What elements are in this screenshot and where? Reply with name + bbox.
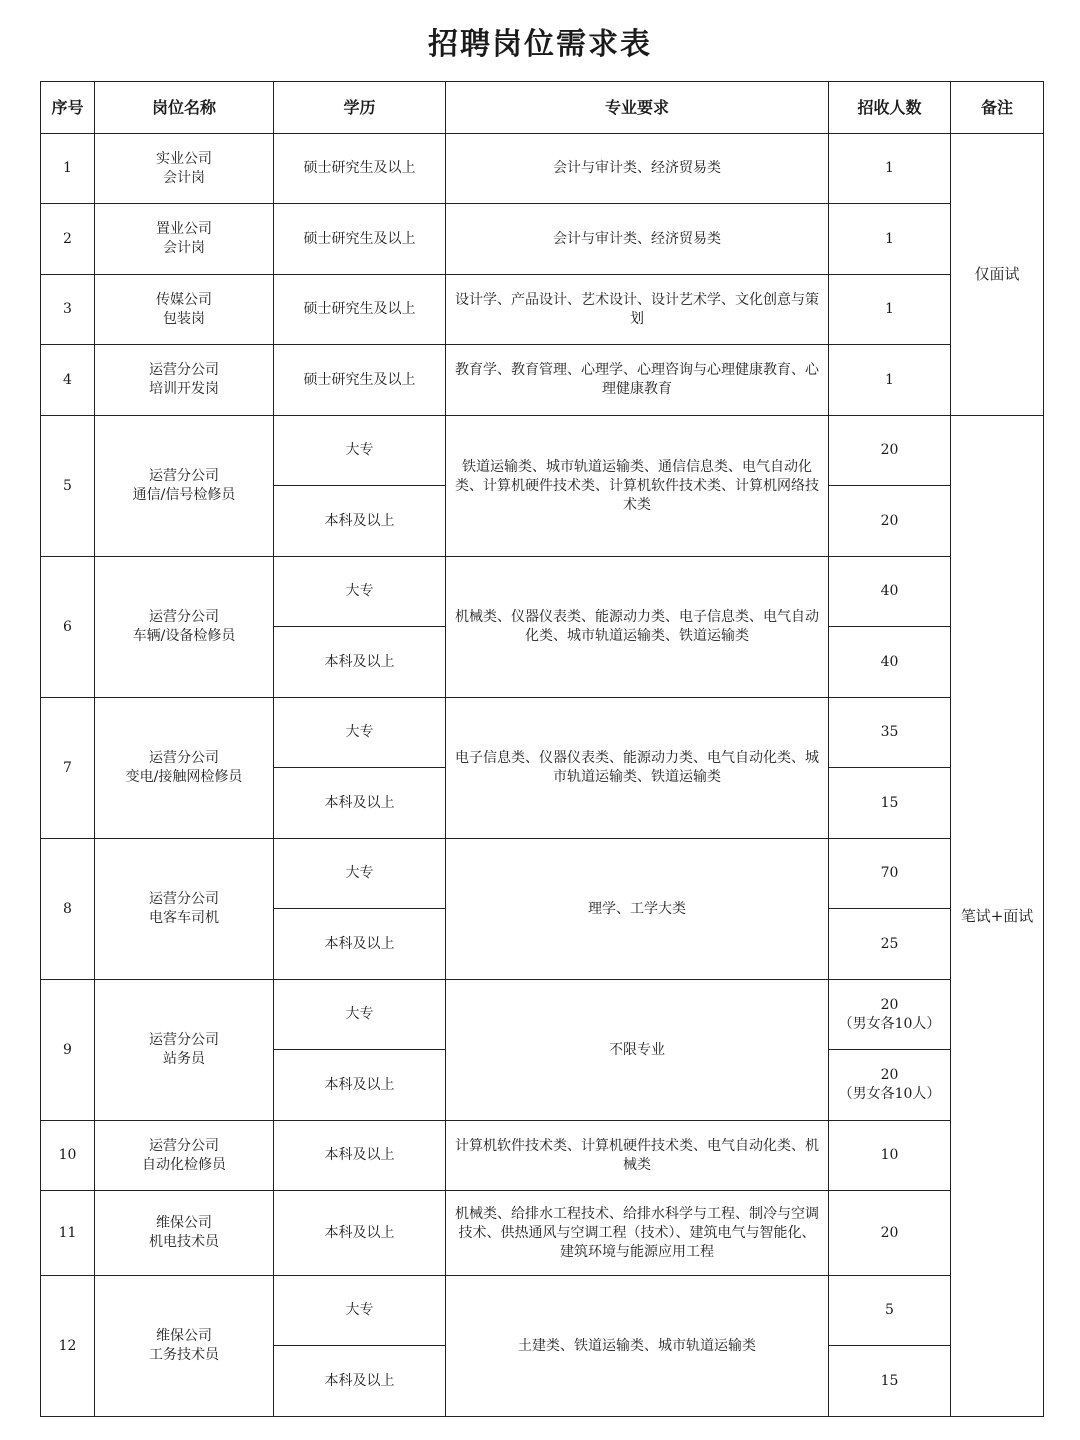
row-count: 1 [829, 134, 951, 204]
header-count: 招收人数 [829, 82, 951, 134]
row-count: 5 [829, 1276, 951, 1346]
row-count: 70 [829, 839, 951, 909]
note-interview-only: 仅面试 [951, 134, 1044, 416]
row-count-2: 25 [829, 909, 951, 980]
company-name: 运营分公司 [149, 750, 219, 766]
recruitment-table [40, 81, 1044, 1417]
table-row [41, 557, 1044, 627]
row-count-2: 20 [829, 486, 951, 557]
row-education: 硕士研究生及以上 [274, 134, 446, 204]
position-name: 会计岗 [163, 169, 205, 186]
header-education: 学历 [274, 82, 446, 134]
row-position [95, 1276, 274, 1417]
row-no: 8 [41, 839, 95, 980]
row-count: 1 [829, 275, 951, 345]
row-count: 1 [829, 204, 951, 275]
position-name: 电客车司机 [149, 910, 219, 926]
table-row [41, 980, 1044, 1050]
row-education: 大专 [274, 416, 446, 486]
table-row [41, 204, 1044, 275]
row-education: 本科及以上 [274, 1121, 446, 1191]
row-position [95, 980, 274, 1121]
row-count-2: 15 [829, 768, 951, 839]
row-count: 10 [829, 1121, 951, 1191]
row-no: 9 [41, 980, 95, 1121]
row-education: 硕士研究生及以上 [274, 345, 446, 416]
table-row [41, 1121, 1044, 1191]
row-major: 不限专业 [446, 980, 829, 1121]
row-count: 20 [829, 416, 951, 486]
position-name: 站务员 [163, 1051, 205, 1067]
row-education: 硕士研究生及以上 [274, 204, 446, 275]
row-position [95, 345, 274, 416]
table-row [41, 839, 1044, 909]
row-education-2: 本科及以上 [274, 486, 446, 557]
row-major: 会计与审计类、经济贸易类 [446, 204, 829, 275]
row-no: 6 [41, 557, 95, 698]
count-note: （男女各10人） [838, 1086, 941, 1102]
company-name: 维保公司 [156, 1215, 212, 1231]
company-name: 实业公司 [156, 150, 212, 167]
row-count-2 [829, 1050, 951, 1121]
table-row [41, 275, 1044, 345]
row-position [95, 1121, 274, 1191]
row-major: 电子信息类、仪器仪表类、能源动力类、电气自动化类、城市轨道运输类、铁道运输类 [446, 698, 829, 839]
row-major: 设计学、产品设计、艺术设计、设计艺术学、文化创意与策划 [446, 275, 829, 345]
row-education-2: 本科及以上 [274, 909, 446, 980]
position-name: 通信/信号检修员 [132, 487, 236, 503]
page-title: 招聘岗位需求表 [428, 27, 652, 62]
row-education: 本科及以上 [274, 1191, 446, 1276]
row-no: 3 [41, 275, 95, 345]
row-position [95, 275, 274, 345]
header-position: 岗位名称 [95, 82, 274, 134]
row-major: 土建类、铁道运输类、城市轨道运输类 [446, 1276, 829, 1417]
company-name: 维保公司 [156, 1328, 212, 1344]
position-name: 会计岗 [163, 240, 205, 256]
row-count-2: 15 [829, 1346, 951, 1417]
row-no: 10 [41, 1121, 95, 1191]
row-education-2: 本科及以上 [274, 768, 446, 839]
row-no: 5 [41, 416, 95, 557]
row-no: 7 [41, 698, 95, 839]
row-no: 2 [41, 204, 95, 275]
row-count: 1 [829, 345, 951, 416]
header-no: 序号 [41, 82, 95, 134]
row-education: 大专 [274, 980, 446, 1050]
table-row [41, 698, 1044, 768]
header-row [41, 82, 1044, 134]
row-position [95, 204, 274, 275]
company-name: 运营分公司 [149, 891, 219, 907]
row-count: 20 [829, 1191, 951, 1276]
table-row [41, 134, 1044, 204]
company-name: 运营分公司 [149, 609, 219, 625]
header-major: 专业要求 [446, 82, 829, 134]
table-row [41, 345, 1044, 416]
row-no: 1 [41, 134, 95, 204]
position-name: 自动化检修员 [142, 1156, 226, 1173]
row-education-2: 本科及以上 [274, 627, 446, 698]
company-name: 运营分公司 [149, 1137, 219, 1154]
row-count-2: 40 [829, 627, 951, 698]
company-name: 运营分公司 [149, 1032, 219, 1048]
row-major: 铁道运输类、城市轨道运输类、通信信息类、电气自动化类、计算机硬件技术类、计算机软件技术类、计算机网络技术类 [446, 416, 829, 557]
row-major: 机械类、仪器仪表类、能源动力类、电子信息类、电气自动化类、城市轨道运输类、铁道运输类 [446, 557, 829, 698]
company-name: 传媒公司 [156, 291, 212, 308]
row-no: 12 [41, 1276, 95, 1417]
table-row [41, 1191, 1044, 1276]
position-name: 培训开发岗 [149, 381, 219, 397]
row-education: 大专 [274, 698, 446, 768]
row-education: 大专 [274, 1276, 446, 1346]
position-name: 机电技术员 [149, 1234, 219, 1250]
row-major: 计算机软件技术类、计算机硬件技术类、电气自动化类、机械类 [446, 1121, 829, 1191]
row-major: 会计与审计类、经济贸易类 [446, 134, 829, 204]
position-name: 工务技术员 [149, 1347, 219, 1363]
position-name: 车辆/设备检修员 [132, 628, 236, 644]
row-position [95, 839, 274, 980]
row-count [829, 980, 951, 1050]
position-name: 变电/接触网检修员 [125, 769, 243, 785]
row-major: 理学、工学大类 [446, 839, 829, 980]
row-education: 硕士研究生及以上 [274, 275, 446, 345]
row-position [95, 698, 274, 839]
row-count: 40 [829, 557, 951, 627]
row-position [95, 557, 274, 698]
row-education-2: 本科及以上 [274, 1346, 446, 1417]
company-name: 置业公司 [156, 221, 212, 237]
row-position [95, 134, 274, 204]
row-major: 教育学、教育管理、心理学、心理咨询与心理健康教育、心理健康教育 [446, 345, 829, 416]
row-position [95, 1191, 274, 1276]
row-education-2: 本科及以上 [274, 1050, 446, 1121]
header-note: 备注 [951, 82, 1044, 134]
position-name: 包装岗 [163, 310, 205, 327]
company-name: 运营分公司 [149, 468, 219, 484]
table-row [41, 1276, 1044, 1346]
row-no: 4 [41, 345, 95, 416]
count-value: 20 [880, 1067, 899, 1083]
row-education: 大专 [274, 557, 446, 627]
row-no: 11 [41, 1191, 95, 1276]
company-name: 运营分公司 [149, 362, 219, 378]
note-written-and-interview: 笔试+面试 [951, 416, 1044, 1417]
count-value: 20 [880, 996, 899, 1013]
count-note: （男女各10人） [838, 1015, 941, 1032]
row-education: 大专 [274, 839, 446, 909]
row-position [95, 416, 274, 557]
row-count: 35 [829, 698, 951, 768]
row-major: 机械类、给排水工程技术、给排水科学与工程、制冷与空调技术、供热通风与空调工程（技术）、建筑电气与智能化、建筑环境与能源应用工程 [446, 1191, 829, 1276]
table-row [41, 416, 1044, 486]
